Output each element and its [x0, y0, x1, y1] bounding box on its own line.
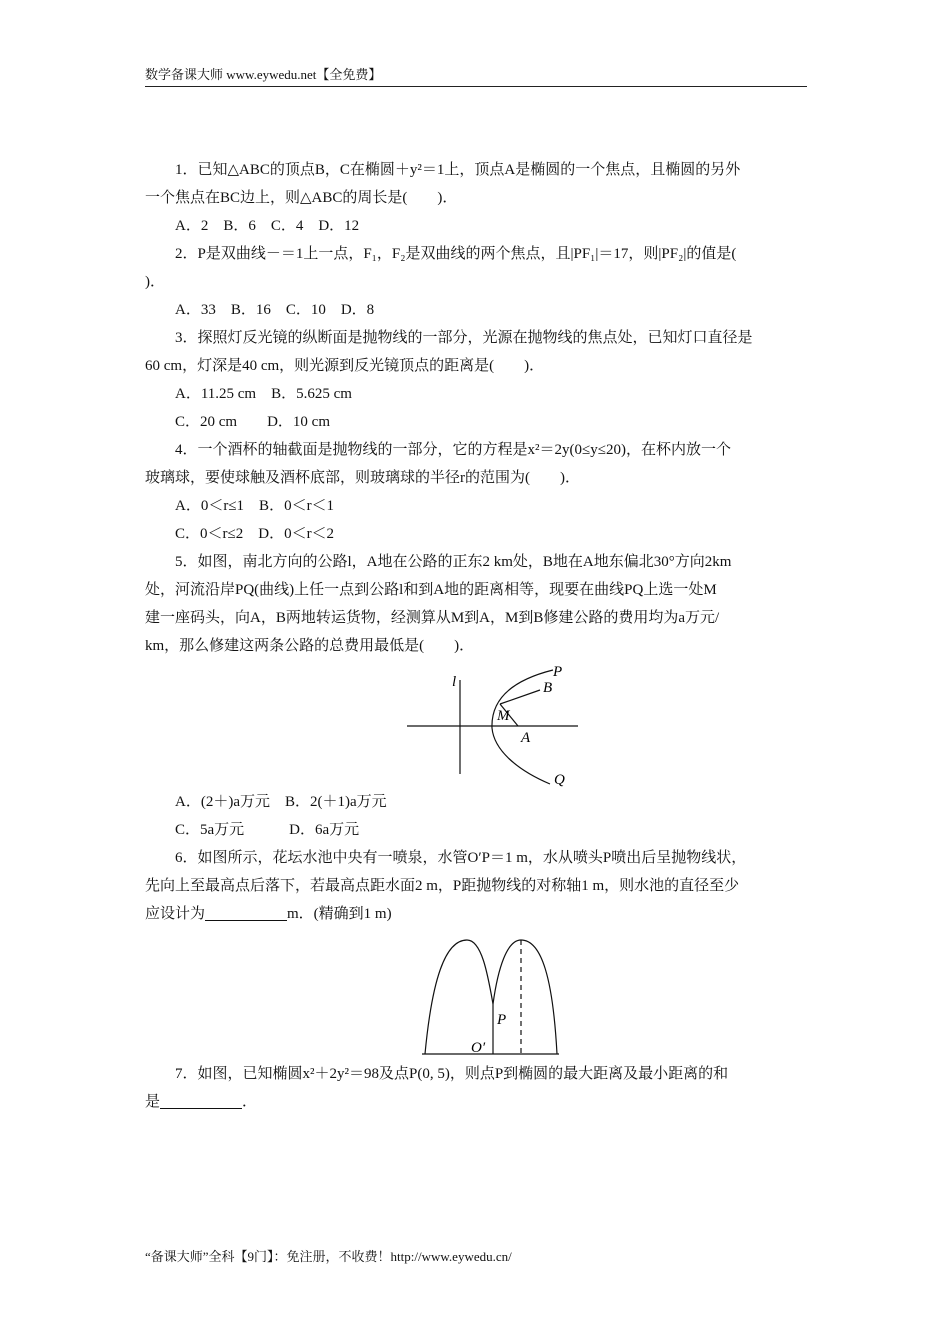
q7-line2 — [145, 1088, 807, 1116]
q4-options-cd: C．0＜r≤2 D．0＜r＜2 — [175, 526, 335, 542]
q2-options: A．33 B．16 C．10 D．8 — [175, 302, 375, 318]
q2-line2: )． — [145, 274, 165, 290]
road-river-diagram — [145, 660, 807, 788]
label-p: P — [553, 664, 563, 680]
q5-line2: 处，河流沿岸PQ(曲线)上任一点到公路l和到A地的距离相等，现要在曲线PQ上选一处M — [145, 582, 717, 598]
label-m: M — [497, 708, 510, 724]
q1-line2: 一个焦点在BC边上，则△ABC的周长是( )． — [145, 190, 458, 206]
worksheet-content — [145, 156, 807, 1116]
q5-options-ab: A．(2＋)a万元 B．2(＋1)a万元 — [175, 794, 387, 810]
q5-line3: 建一座码头，向A，B两地转运货物，经测算从M到A，M到B修建公路的费用均为a万元/ — [145, 610, 720, 626]
q6-line2: 先向上至最高点后落下，若最高点距水面2 m，P距抛物线的对称轴1 m，则水池的直径至少 — [145, 878, 740, 894]
q7-line2-start: 是 — [145, 1094, 161, 1110]
q5-line1: 5．如图，南北方向的公路l，A地在公路的正东2 km处，B地在A地东偏北30°方向2km — [175, 554, 732, 570]
q6-line3 — [145, 900, 807, 928]
q3-options-ab: A．11.25 cm B．5.625 cm — [175, 386, 352, 402]
q6-line1: 6．如图所示，花坛水池中央有一喷泉，水管O′P＝1 m，水从喷头P喷出后呈抛物线状， — [175, 850, 747, 866]
right-spray-arc — [493, 940, 557, 1054]
q1-line1: 1．已知△ABC的顶点B，C在椭圆＋y²＝1上，顶点A是椭圆的一个焦点，且椭圆的另外 — [175, 162, 741, 178]
q4-line1: 4．一个酒杯的轴截面是抛物线的一部分，它的方程是x²＝2y(0≤y≤20)，在杯内放一个 — [175, 442, 731, 458]
q7-answer-blank[interactable] — [160, 1092, 242, 1109]
page-header: 数学备课大师 www.eywedu.net【全免费】 — [145, 66, 807, 87]
label-a: A — [521, 730, 531, 746]
q4-options-ab: A．0＜r≤1 B．0＜r＜1 — [175, 498, 335, 514]
q3-line2: 60 cm，灯深是40 cm，则光源到反光镜顶点的距离是( )． — [145, 358, 545, 374]
label-o-prime: O′ — [471, 1040, 486, 1056]
label-l: l — [452, 674, 457, 690]
q6-answer-blank[interactable] — [205, 904, 287, 921]
q7-line2-end: ． — [242, 1094, 258, 1110]
q3-options-cd: C．20 cm D．10 cm — [175, 414, 330, 430]
q5-figure — [145, 660, 807, 788]
q7-line1: 7．如图，已知椭圆x²＋2y²＝98及点P(0, 5)，则点P到椭圆的最大距离及最小距离的和 — [175, 1066, 729, 1082]
label-p: P — [497, 1012, 507, 1028]
label-q: Q — [554, 772, 565, 788]
q4-line2: 玻璃球，要使球触及酒杯底部，则玻璃球的半径r的范围为( )． — [145, 470, 580, 486]
q2-line1: 2．P是双曲线－＝1上一点，F₁，F₂是双曲线的两个焦点，且|PF₁|＝17，则|PF₂|的值是( — [175, 246, 737, 262]
q6-line3-start: 应设计为 — [145, 906, 206, 922]
left-spray-arc — [425, 940, 493, 1054]
q3-line1: 3．探照灯反光镜的纵断面是抛物线的一部分，光源在抛物线的焦点处，已知灯口直径是 — [175, 330, 753, 346]
q6-figure — [145, 928, 807, 1060]
q5-options-cd: C．5a万元 D．6a万元 — [175, 822, 360, 838]
label-b: B — [543, 680, 553, 696]
page-footer: “备课大师”全科【9门】：免注册，不收费！http://www.eywedu.cn/ — [145, 1249, 512, 1264]
fountain-diagram — [145, 928, 807, 1060]
q1-options: A．2 B．6 C．4 D．12 — [175, 218, 360, 234]
q6-line3-end: m．(精确到1 m) — [287, 906, 392, 922]
q5-line4: km，那么修建这两条公路的总费用最低是( )． — [145, 638, 475, 654]
